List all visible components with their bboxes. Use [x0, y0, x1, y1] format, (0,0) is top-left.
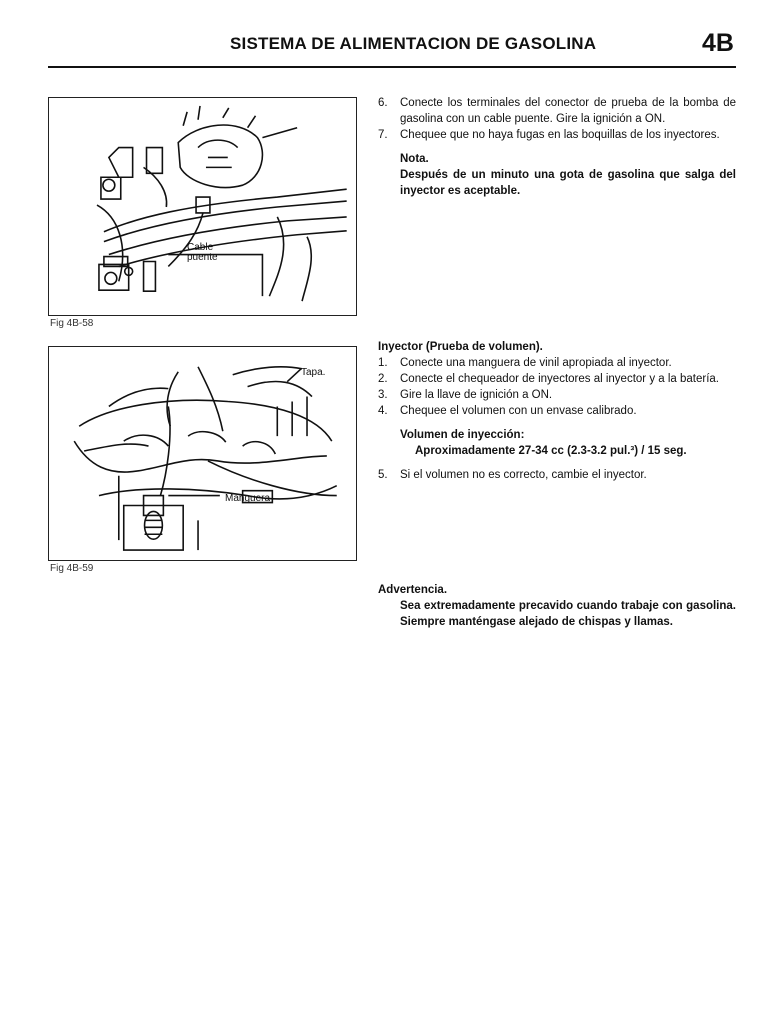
callout-manguera: Manguera: [225, 493, 271, 504]
figure-injector-volume: [48, 346, 357, 561]
warning-text: Sea extremadamente precavido cuando trabaje con gasolina. Siempre manténgase alejado de chispas y llamas.: [400, 600, 736, 628]
step-text: Chequee el volumen con un envase calibrado.: [400, 405, 637, 417]
list-item: [378, 95, 736, 127]
callout-tapa: Tapa.: [301, 367, 326, 378]
callout-cable: Cable: [187, 242, 214, 253]
engine-jumper-illustration: [49, 98, 356, 315]
volume-value: Aproximadamente 27-34 cc (2.3-3.2 pul.³) / 15 seg.: [415, 445, 687, 457]
step-number: 1.: [378, 357, 388, 369]
step-text: Conecte una manguera de vinil apropiada al inyector.: [400, 357, 672, 369]
step-number: 7.: [378, 129, 388, 141]
volume-heading: Volumen de inyección:: [400, 429, 525, 441]
note-heading: Nota.: [400, 153, 429, 165]
list-item: [378, 371, 736, 387]
step-number: 2.: [378, 373, 388, 385]
list-item: [378, 403, 736, 419]
step-number: 4.: [378, 405, 388, 417]
section-fuel-pump-test: [378, 95, 736, 199]
figure-caption: Fig 4B-58: [50, 318, 94, 329]
step-number: 6.: [378, 97, 388, 109]
step-number: 3.: [378, 389, 388, 401]
callout-puente: puente: [187, 252, 218, 263]
section-injector-volume-test: [378, 339, 736, 483]
note-text: Después de un minuto una gota de gasolina que salga del inyector es aceptable.: [400, 169, 736, 197]
section-code: 4B: [702, 29, 734, 57]
step-text: Conecte los terminales del conector de prueba de la bomba de gasolina con un cable puente. Gire la ignición a ON.: [400, 97, 736, 125]
step-text: Conecte el chequeador de inyectores al inyector y a la batería.: [400, 373, 719, 385]
list-item: [378, 387, 736, 403]
list-item: [378, 467, 736, 483]
list-item: [378, 355, 736, 371]
figure-caption: Fig 4B-59: [50, 563, 94, 574]
section-heading: Inyector (Prueba de volumen).: [378, 341, 543, 353]
step-text: Chequee que no haya fugas en las boquillas de los inyectores.: [400, 129, 720, 141]
injector-volume-illustration: [49, 347, 356, 560]
step-text: Gire la llave de ignición a ON.: [400, 389, 553, 401]
header-rule: [48, 66, 736, 68]
list-item: [378, 127, 736, 143]
page-title: SISTEMA DE ALIMENTACION DE GASOLINA: [230, 34, 597, 53]
step-number: 5.: [378, 469, 388, 481]
warning-heading: Advertencia.: [378, 584, 448, 596]
warning-block: [378, 582, 736, 630]
step-text: Si el volumen no es correcto, cambie el inyector.: [400, 469, 647, 481]
figure-jumper-wire: [48, 97, 357, 316]
